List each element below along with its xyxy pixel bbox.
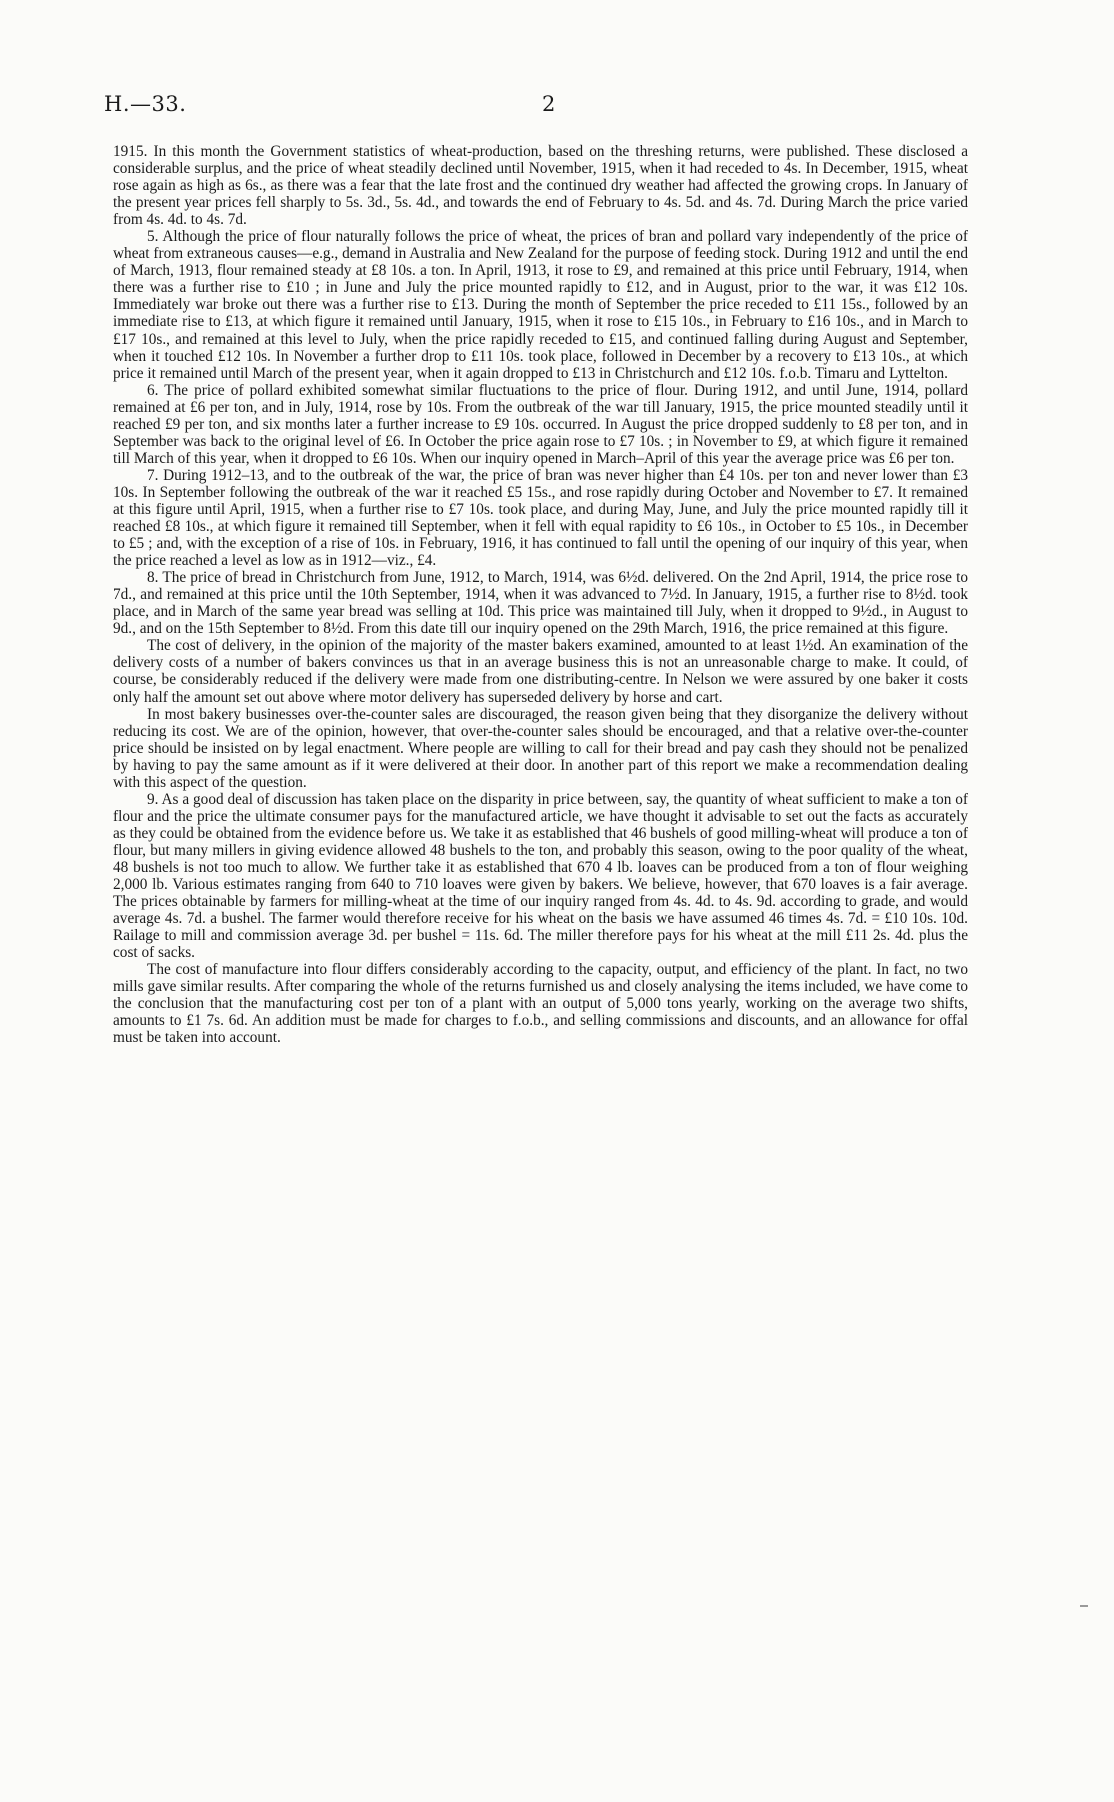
- page-header: [104, 92, 1004, 122]
- document-reference: H.—33.: [104, 92, 187, 116]
- paragraph-delivery-cost: The cost of delivery, in the opinion of the majority of the master bakers examined, amounted to at least 1½d. An examination of the delivery costs of a number of bakers convinces us that in an average business this is not an unreasonable charge to make. It could, of course, be considerably reduced if the delivery were made from one distributing-centre. In Nelson we were assured by one baker it costs only half the amount set out above where motor delivery has superseded delivery by horse and cart.: [113, 637, 968, 706]
- paragraph-bran-prices: 7. During 1912–13, and to the outbreak of the war, the price of bran was never higher than £4 10s. per ton and never lower than £3 10s. In September following the outbreak of the war it reached £5 15s., and rose rapidly during October and November to £7. It remained at this figure until April, 1915, when a further rise to £7 10s. took place, and during May, June, and July the price mounted rapidly till it reached £8 10s., at which figure it remained till September, when it fell with equal rapidity to £6 10s., in October to £5 10s., in December to £5 ; and, with the exception of a rise of 10s. in February, 1916, it has continued to fall until the opening of our inquiry of this year, when the price reached a level as low as in 1912—viz., £4.: [113, 466, 968, 570]
- paragraph-bread-prices: 8. The price of bread in Christchurch from June, 1912, to March, 1914, was 6½d. delivered. On the 2nd April, 1914, the price rose to 7d., and remained at this price until the 10th September, 1914, when it was advanced to 7½d. In January, 1915, a further rise to 8½d. took place, and in March of the same year bread was selling at 10d. This price was maintained till July, when it dropped to 9½d., in August to 9d., and on the 15th September to 8½d. From this date till our inquiry opened on the 29th March, 1916, the price remained at this figure.: [113, 569, 968, 638]
- paragraph-wheat-to-flour: 9. As a good deal of discussion has taken place on the disparity in price between, say, the quantity of wheat sufficient to make a ton of flour and the price the ultimate consumer pays for the manufactured article, we have thought it advisable to set out the facts as accurately as they could be obtained from the evidence before us. We take it as established that 46 bushels of good milling-wheat will produce a ton of flour, but many millers in giving evidence allowed 48 bushels to the ton, and probably this season, owing to the poor quality of the wheat, 48 bushels is not too much to allow. We further take it as established that 670 4 lb. loaves can be produced from a ton of flour weighing 2,000 lb. Various estimates ranging from 640 to 710 loaves were given by bakers. We believe, however, that 670 loaves is a fair average. The prices obtainable by farmers for milling-wheat at the time of our inquiry ranged from 4s. 4d. to 4s. 9d. according to grade, and would average 4s. 7d. a bushel. The farmer would therefore receive for his wheat on the basis we have assumed 46 times 4s. 7d. = £10 10s. 10d. Railage to mill and commission average 3d. per bushel = 11s. 6d. The miller therefore pays for his wheat at the mill £11 2s. 4d. plus the cost of sacks.: [113, 790, 968, 962]
- paragraph-flour-prices: 5. Although the price of flour naturally follows the price of wheat, the prices of bran and pollard vary independently of the price of wheat from extraneous causes—e.g., demand in Australia and New Zealand for the purpose of feeding stock. During 1912 and until the end of March, 1913, flour remained steady at £8 10s. a ton. In April, 1913, it rose to £9, and remained at this price until February, 1914, when there was a further rise to £10 ; in June and July the price mounted rapidly to £12, and in August, prior to the war, it was £12 10s. Immediately war broke out there was a further rise to £13. During the month of September the price receded to £11 15s., followed by an immediate rise to £13, at which figure it remained until January, 1915, when it rose to £15 10s., in February to £16 10s., and in March to £17 10s., and remained at this level to July, when the price rapidly receded to £15, and continued falling during August and September, when it touched £12 10s. In November a further drop to £11 10s. took place, followed in December by a recovery to £13 10s., at which price it remained until March of the present year, when it again dropped to £13 in Christchurch and £12 10s. f.o.b. Timaru and Lyttelton.: [113, 228, 968, 382]
- margin-mark: [1080, 1605, 1088, 1607]
- paragraph-over-the-counter: In most bakery businesses over-the-counter sales are discouraged, the reason given being that they disorganize the delivery without reducing its cost. We are of the opinion, however, that over-the-counter sales should be encouraged, and that a relative over-the-counter price should be insisted on by legal enactment. Where people are willing to call for their bread and pay cash they should not be penalized by having to pay the same amount as if it were delivered at their door. In another part of this report we make a recommendation dealing with this aspect of the question.: [113, 705, 968, 791]
- paragraph-wheat-continued: 1915. In this month the Government statistics of wheat-production, based on the threshing returns, were published. These disclosed a considerable surplus, and the price of wheat steadily declined until November, 1915, when it had receded to 4s. In December, 1915, wheat rose again as high as 6s., as there was a fear that the late frost and the continued dry weather had affected the growing crops. In January of the present year prices fell sharply to 5s. 3d., 5s. 4d., and towards the end of February to 4s. 5d. and 4s. 7d. During March the price varied from 4s. 4d. to 4s. 7d.: [113, 143, 968, 229]
- page-number: 2: [542, 92, 556, 116]
- paragraph-pollard-prices: 6. The price of pollard exhibited somewhat similar fluctuations to the price of flour. During 1912, and until June, 1914, pollard remained at £6 per ton, and in July, 1914, rose by 10s. From the outbreak of the war till January, 1915, the price mounted steadily until it reached £9 per ton, and six months later a further increase to £9 10s. occurred. In August the price dropped suddenly to £8 per ton, and in September was back to the original level of £6. In October the price again rose to £7 10s. ; in November to £9, at which figure it remained till March of this year, when it dropped to £6 10s. When our inquiry opened in March–April of this year the average price was £6 per ton.: [113, 381, 968, 467]
- body-text: [113, 143, 968, 1046]
- paragraph-manufacturing-cost: The cost of manufacture into flour differs considerably according to the capacity, output, and efficiency of the plant. In fact, no two mills gave similar results. After comparing the whole of the returns furnished us and closely analysing the items included, we have come to the conclusion that the manufacturing cost per ton of a plant with an output of 5,000 tons yearly, working on the average two shifts, amounts to £1 7s. 6d. An addition must be made for charges to f.o.b., and selling commissions and discounts, and an allowance for offal must be taken into account.: [113, 961, 968, 1047]
